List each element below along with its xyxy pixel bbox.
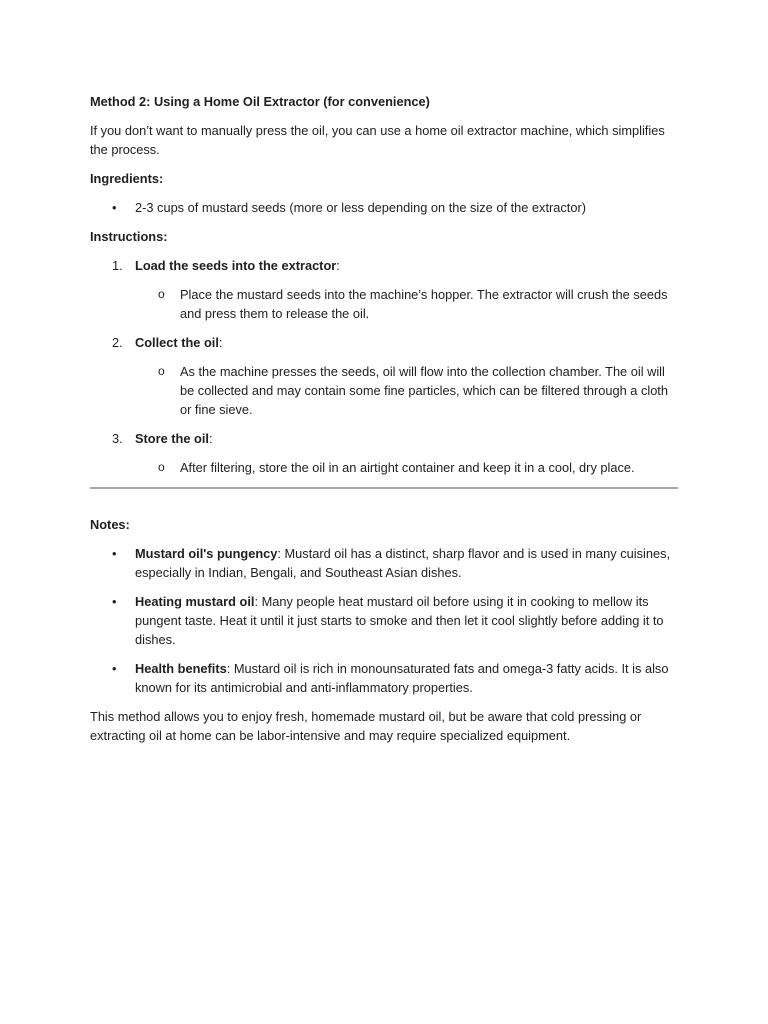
sub-bullet-icon: o [158, 364, 165, 378]
step-detail: Place the mustard seeds into the machine’s hopper. The extractor will crush the seeds and press them to release the oil. [180, 287, 668, 321]
closing-paragraph: This method allows you to enjoy fresh, homemade mustard oil, but be aware that cold pressing or extracting oil at home can be labor-intensive and may require specialized equipment. [90, 709, 642, 743]
note-text: : Mustard oil is rich in monounsaturated fats and omega-3 fatty acids. It is also known for its antimicrobial and anti-inflammatory properties. [135, 661, 669, 695]
step-number: 2. [112, 335, 123, 350]
step-detail: After filtering, store the oil in an airtight container and keep it in a cool, dry place. [180, 460, 635, 475]
notes-list [90, 544, 680, 697]
step-colon: : [218, 335, 223, 350]
notes-section [90, 515, 680, 697]
step-colon: : [336, 258, 340, 273]
section-divider [90, 487, 678, 489]
step-colon: : [208, 431, 213, 446]
step-title: Load the seeds into the extractor [135, 258, 337, 273]
list-item [90, 544, 680, 582]
step-header [90, 429, 680, 448]
step-header [90, 256, 680, 275]
instructions-list [90, 256, 680, 477]
step-detail: As the machine presses the seeds, oil will flow into the collection chamber. The oil will be collected and may contain some fine particles, which can be filtered through a cloth or fine sieve. [180, 364, 668, 417]
method-title: Method 2: Using a Home Oil Extractor (for convenience) [90, 94, 430, 109]
step-title: Store the oil [135, 431, 209, 446]
ingredients-heading: Ingredients: [90, 171, 164, 186]
list-item [90, 659, 680, 697]
step-item [90, 429, 680, 477]
document-body [90, 92, 680, 755]
list-item [90, 592, 680, 649]
step-item [90, 256, 680, 323]
step-detail-item [90, 285, 680, 323]
step-number: 3. [112, 431, 123, 446]
notes-heading: Notes: [90, 517, 130, 532]
bullet-icon: • [112, 546, 117, 561]
intro-paragraph: If you don’t want to manually press the oil, you can use a home oil extractor machine, which simplifies the process. [90, 123, 665, 157]
step-header [90, 333, 680, 352]
step-number: 1. [112, 258, 123, 273]
note-title: Heating mustard oil [135, 594, 255, 609]
step-detail-item [90, 458, 680, 477]
step-detail-item [90, 362, 680, 419]
note-title: Mustard oil's pungency [135, 546, 278, 561]
step-item [90, 333, 680, 419]
note-title: Health benefits [135, 661, 227, 676]
note-text: : Mustard oil has a distinct, sharp flavor and is used in many cuisines, especially in Indian, Bengali, and Southeast Asian dishes. [135, 546, 671, 580]
sub-bullet-icon: o [158, 460, 165, 474]
bullet-icon: • [112, 661, 117, 676]
sub-bullet-icon: o [158, 287, 165, 301]
instructions-heading: Instructions: [90, 229, 168, 244]
list-item [90, 198, 680, 217]
bullet-icon: • [112, 200, 117, 215]
ingredients-list [90, 198, 680, 217]
step-title: Collect the oil [135, 335, 219, 350]
note-text: : Many people heat mustard oil before using it in cooking to mellow its pungent taste. Heat it until it just starts to smoke and then let it cool slightly before adding it to dishes. [135, 594, 664, 647]
ingredient-text: 2-3 cups of mustard seeds (more or less depending on the size of the extractor) [135, 200, 586, 215]
bullet-icon: • [112, 594, 117, 609]
